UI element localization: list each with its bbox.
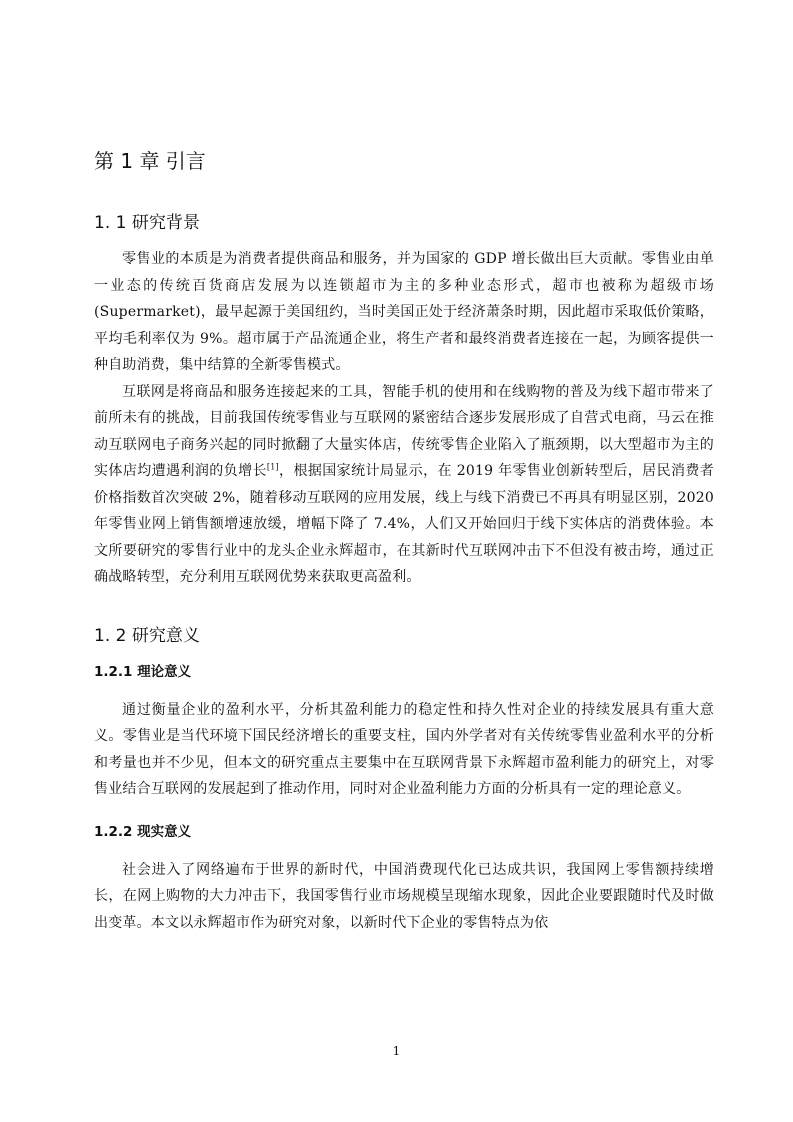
page-number: 1 [392, 1044, 401, 1058]
subsection-title-1-2-2: 1.2.2 现实意义 [94, 823, 192, 840]
paragraph-background-2-part-b: ，根据国家统计局显示，在 2019 年零售业创新转型后，居民消费者价格指数首次突破 2%，随着移动互联网的应用发展，线上与线下消费已不再具有明显区别，2020 年零售业网上销售额增速放缓，增幅下降了 7.4%，人们又开始回归于线下实体店的消费体验。本文所要研究的零售行业中的龙头企业永辉超市，在其新时代互联网冲击下不但没有被击垮，通过正确战略转型，充分利用互联网优势来获取更高盈利。 [94, 463, 714, 585]
paragraph-theory-significance: 通过衡量企业的盈利水平，分析其盈利能力的稳定性和持久性对企业的持续发展具有重大意义。零售业是当代环境下国民经济增长的重要支柱，国内外学者对有关传统零售业盈利水平的分析和考量也并不少见，但本文的研究重点主要集中在互联网背景下永辉超市盈利能力的研究上，对零售业结合互联网的发展起到了推动作用，同时对企业盈利能力方面的分析具有一定的理论意义。 [94, 701, 714, 797]
section-title-1-2: 1. 2 研究意义 [94, 625, 200, 646]
section-title-1-1: 1. 1 研究背景 [94, 213, 200, 233]
paragraph-practical-significance: 社会进入了网络遍布于世界的新时代，中国消费现代化已达成共识，我国网上零售额持续增长，在网上购物的大力冲击下，我国零售行业市场规模呈现缩水现象，因此企业要跟随时代及时做出变革。本文以永辉超市作为研究对象，以新时代下企业的零售特点为依 [94, 861, 714, 931]
paragraph-background-2 [94, 379, 714, 591]
page-content [94, 146, 714, 936]
paragraph-background-1: 零售业的本质是为消费者提供商品和服务，并为国家的 GDP 增长做出巨大贡献。零售业由单一业态的传统百货商店发展为以连锁超市为主的多种业态形式，超市也被称为超级市场(Supermarket)，最早起源于美国纽约，当时美国正处于经济萧条时期，因此超市采取低价策略，平均毛利率仅为 9%。超市属于产品流通企业，将生产者和最终消费者连接在一起，为顾客提供一种自助消费，集中结算的全新零售模式。 [94, 251, 714, 373]
paragraph-background-2-part-a: 互联网是将商品和服务连接起来的工具，智能手机的使用和在线购物的普及为线下超市带来了前所未有的挑战，目前我国传统零售业与互联网的紧密结合逐步发展形成了自营式电商，马云在推动互联网电子商务兴起的同时掀翻了大量实体店，传统零售企业陷入了瓶颈期，以大型超市为主的实体店均遭遇利润的负增长 [94, 383, 714, 479]
chapter-title: 第 1 章 引言 [94, 149, 206, 173]
citation-reference[interactable]: [1] [266, 462, 279, 472]
subsection-title-1-2-1: 1.2.1 理论意义 [94, 663, 192, 680]
